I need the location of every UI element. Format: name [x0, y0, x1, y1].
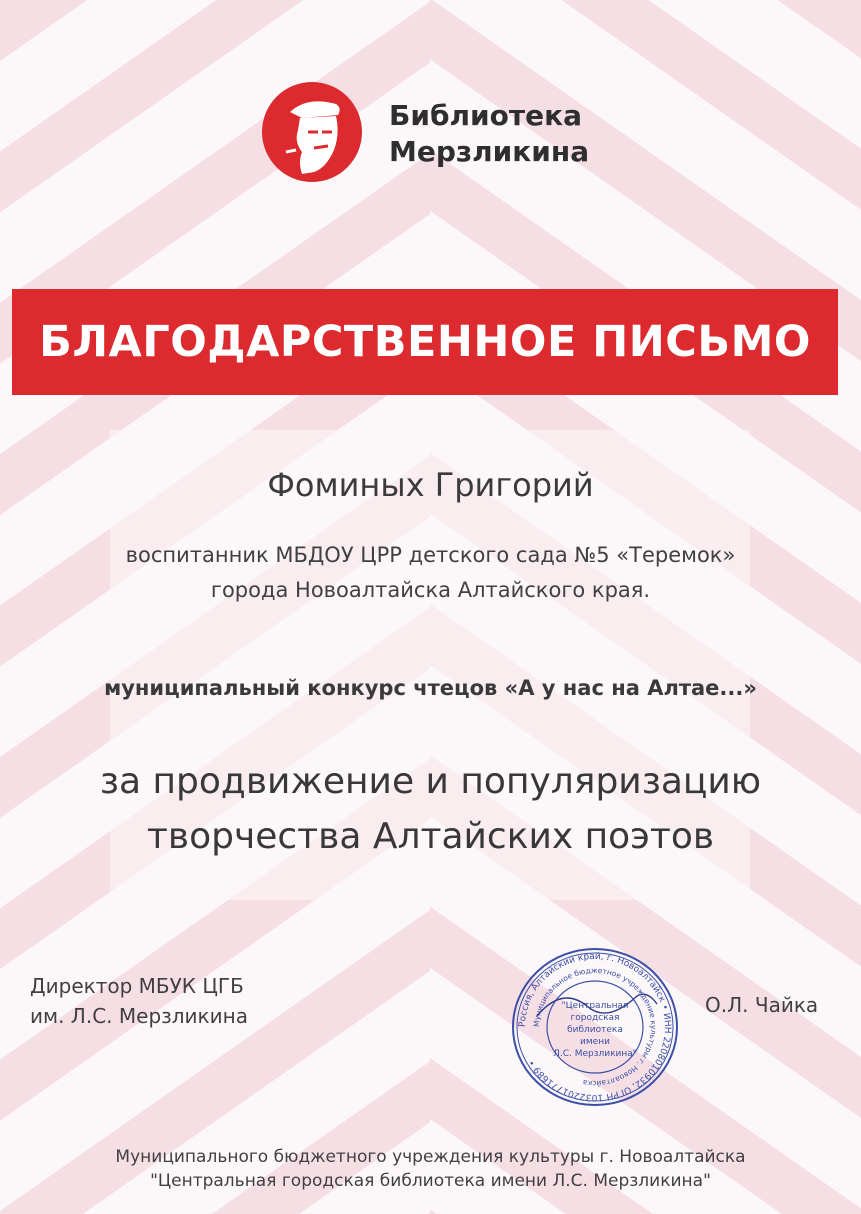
signatory-name: О.Л. Чайка: [705, 993, 819, 1017]
stamp-center-line-2: городская: [570, 1013, 620, 1023]
recipient-affiliation-line-2: города Новоалтайска Алтайского края.: [210, 578, 651, 602]
director-title-line-1: Директор МБУК ЦГБ: [30, 974, 244, 998]
contest-name: муниципальный конкурс чтецов «А у нас на Алтае...»: [104, 676, 757, 700]
director-title-line-2: им. Л.С. Мерзликина: [30, 1004, 248, 1028]
document-title: БЛАГОДАРСТВЕННОЕ ПИСЬМО: [39, 317, 811, 367]
stamp-ring-text: Муниципальное бюджетное учреждение культуры г. Новоалтайска: [531, 965, 659, 1089]
stamp-outer-text: Россия, Алтайский край, г. Новоалтайск • ИНН 2208010932, ОГРН 1032201771689 •: [517, 951, 673, 1103]
recipient-name: Фоминых Григорий: [267, 466, 594, 504]
stamp-center-line-1: "Центральная: [561, 1001, 629, 1011]
logo-line-2: Мерзликина: [389, 135, 590, 168]
merit-line-1: за продвижение и популяризацию: [99, 761, 762, 802]
official-stamp: [507, 946, 683, 1108]
logo-text: [389, 98, 589, 170]
stamp-center-line-3: библиотека: [567, 1025, 623, 1035]
logo-line-1: Библиотека: [389, 99, 582, 132]
footer-line-1: Муниципального бюджетного учреждения культуры г. Новоалтайска: [115, 1147, 746, 1167]
stamp-center-line-5: Л.С. Мерзликина": [553, 1049, 637, 1059]
recipient-affiliation-line-1: воспитанник МБДОУ ЦРР детского сада №5 «Теремок»: [125, 543, 736, 567]
portrait-icon: [262, 82, 362, 182]
merit-line-2: творчества Алтайских поэтов: [146, 816, 715, 857]
footer-line-2: "Центральная городская библиотека имени Л.С. Мерзликина": [150, 1171, 711, 1191]
stamp-center-line-4: имени: [580, 1037, 610, 1047]
title-banner: [12, 289, 838, 395]
director-title: [30, 971, 248, 1031]
